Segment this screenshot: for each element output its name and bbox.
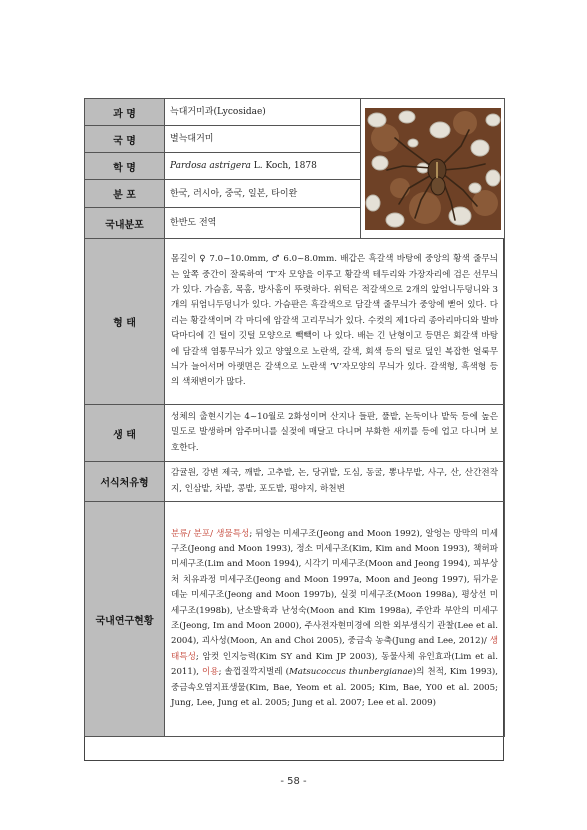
value-morphology: 몸길이 ♀ 7.0~10.0mm, ♂ 6.0~8.0mm. 배갑은 흑갈색 바탕에 중앙의 황색 줄무늬는 앞쪽 중간이 잘록하여 ‘T’자 모양을 이루고 황갈색 테두리와 가장자리에 검은 선무늬가 있다. 가슴홈, 목홈, 방사홈이 뚜렷하다. 위턱은 적갈색으로 2개의 앞엄니두덩니와 3개의 뒤엄니두덩니가 있다. 가슴판은 흑갈색으로 담갈색 줄무늬가 중앙에 뻗어 있다. 다리는 황갈색이며 각 마디에 암갈색 고리무늬가 있다. 수컷의 제1다리 종아리마디와 발바닥마디에 긴 털이 깃털 모양으로 빽빽이 나 있다. 배는 긴 난형이고 등면은 회갈색 바탕에 담갈색 염통무늬가 있고 양옆으로 노란색, 갈색, 회색 등의 털로 덮인 복잡한 얼룩무늬가 늘어서며 아랫면은 갈색으로 노란색 ‘V’자모양의 무늬가 있다. 갈색형, 흑색형 등의 색채변이가 많다.	[165, 239, 505, 405]
value-ecology: 성체의 출현시기는 4~10월로 2화성이며 산지나 들판, 풀밭, 논둑이나 밭둑 등에 높은 밀도로 발생하며 암주머니를 실젖에 매달고 다니며 부화한 새끼를 등에 업고 다니며 보호한다.	[165, 405, 505, 462]
value-habitat: 감귤원, 강변 제국, 깨밭, 고추밭, 논, 당귀밭, 도심, 동굴, 뽕나무밭, 사구, 산, 산간전작지, 인삼밭, 차밭, 콩밭, 포도밭, 평야지, 하천변	[165, 462, 505, 502]
label-korean-name: 국 명	[85, 126, 165, 153]
label-ecology: 생 태	[85, 405, 165, 462]
page-number: - 58 -	[280, 776, 307, 787]
value-domestic-distribution: 한반도 전역	[165, 208, 361, 239]
label-domestic-distribution: 국내분포	[85, 208, 165, 239]
research-red-taxonomy: 분류/ 분포/ 생물특성	[171, 528, 250, 539]
spider-photo-image	[365, 108, 501, 230]
research-italic-species: Matsucoccus thunbergianae	[288, 667, 413, 678]
label-morphology: 형 태	[85, 239, 165, 405]
value-research	[165, 502, 505, 737]
species-info-table	[84, 98, 505, 737]
label-scientific-name: 학 명	[85, 153, 165, 180]
label-family: 과 명	[85, 99, 165, 126]
research-text-2: ; 암컷 인지능력(Kim SY and Kim JP 2003), 동물사체 유인효과(Lim et al. 2011),	[171, 651, 498, 678]
label-distribution: 분 포	[85, 180, 165, 208]
research-red-use: 이용	[201, 667, 219, 678]
photo-cell	[361, 99, 505, 239]
species-author: L. Koch, 1878	[250, 161, 317, 171]
value-scientific-name	[165, 153, 361, 180]
research-red-ecology: 생태특성	[171, 636, 498, 662]
research-text-4: )의 천적, Kim 1993), 중금속오염지표생물(Kim, Bae, Yeom et al. 2005; Kim, Bae, Y00 et al. 2005; Jung, Lee, Jung et al. 2005; Jung et al. 2007; Lee et al. 2009)	[171, 667, 498, 709]
label-research: 국내연구현황	[85, 502, 165, 737]
research-text-1: ; 뒤엉는 미세구조(Jeong and Moon 1992), 알엉는 망막의 미세구조(Jeong and Moon 1993), 정소 미세구조(Kim, Kim and Moon 1993), 책허파 미세구조(Lim and Moon 1994), 시각기 미세구조(Moon and Jeong 1994), 피부상처 치유과정 미세구조(Jeong and Moon 1997a, Moon and Jeong 1997), 뒤가운데눈 미세구조(Jeong and Moon 1997b), 실젖 미세구조(Moon 1998a), 평상선 미세구조(1998b), 난소발육과 난성숙(Moon and Kim 1998a), 주안과 부안의 미세구조(Jeong, Im and Moon 2000), 주사전자현미경에 의한 외부생식기 관찰(Lee et al. 2004), 괴사성(Moon, An and Choi 2005), 중금속 농축(Jung and Lee, 2012)/	[171, 528, 499, 647]
label-habitat: 서식처유형	[85, 462, 165, 502]
value-distribution: 한국, 러시아, 중국, 일본, 타이완	[165, 180, 361, 208]
species-name: Pardosa astrigera	[170, 161, 251, 171]
value-family: 늑대거미과(Lycosidae)	[165, 99, 361, 126]
research-text-3: ; 솔껍질깍지벌레 (	[218, 667, 289, 678]
value-korean-name: 별늑대거미	[165, 126, 361, 153]
spider-photo	[365, 108, 501, 230]
